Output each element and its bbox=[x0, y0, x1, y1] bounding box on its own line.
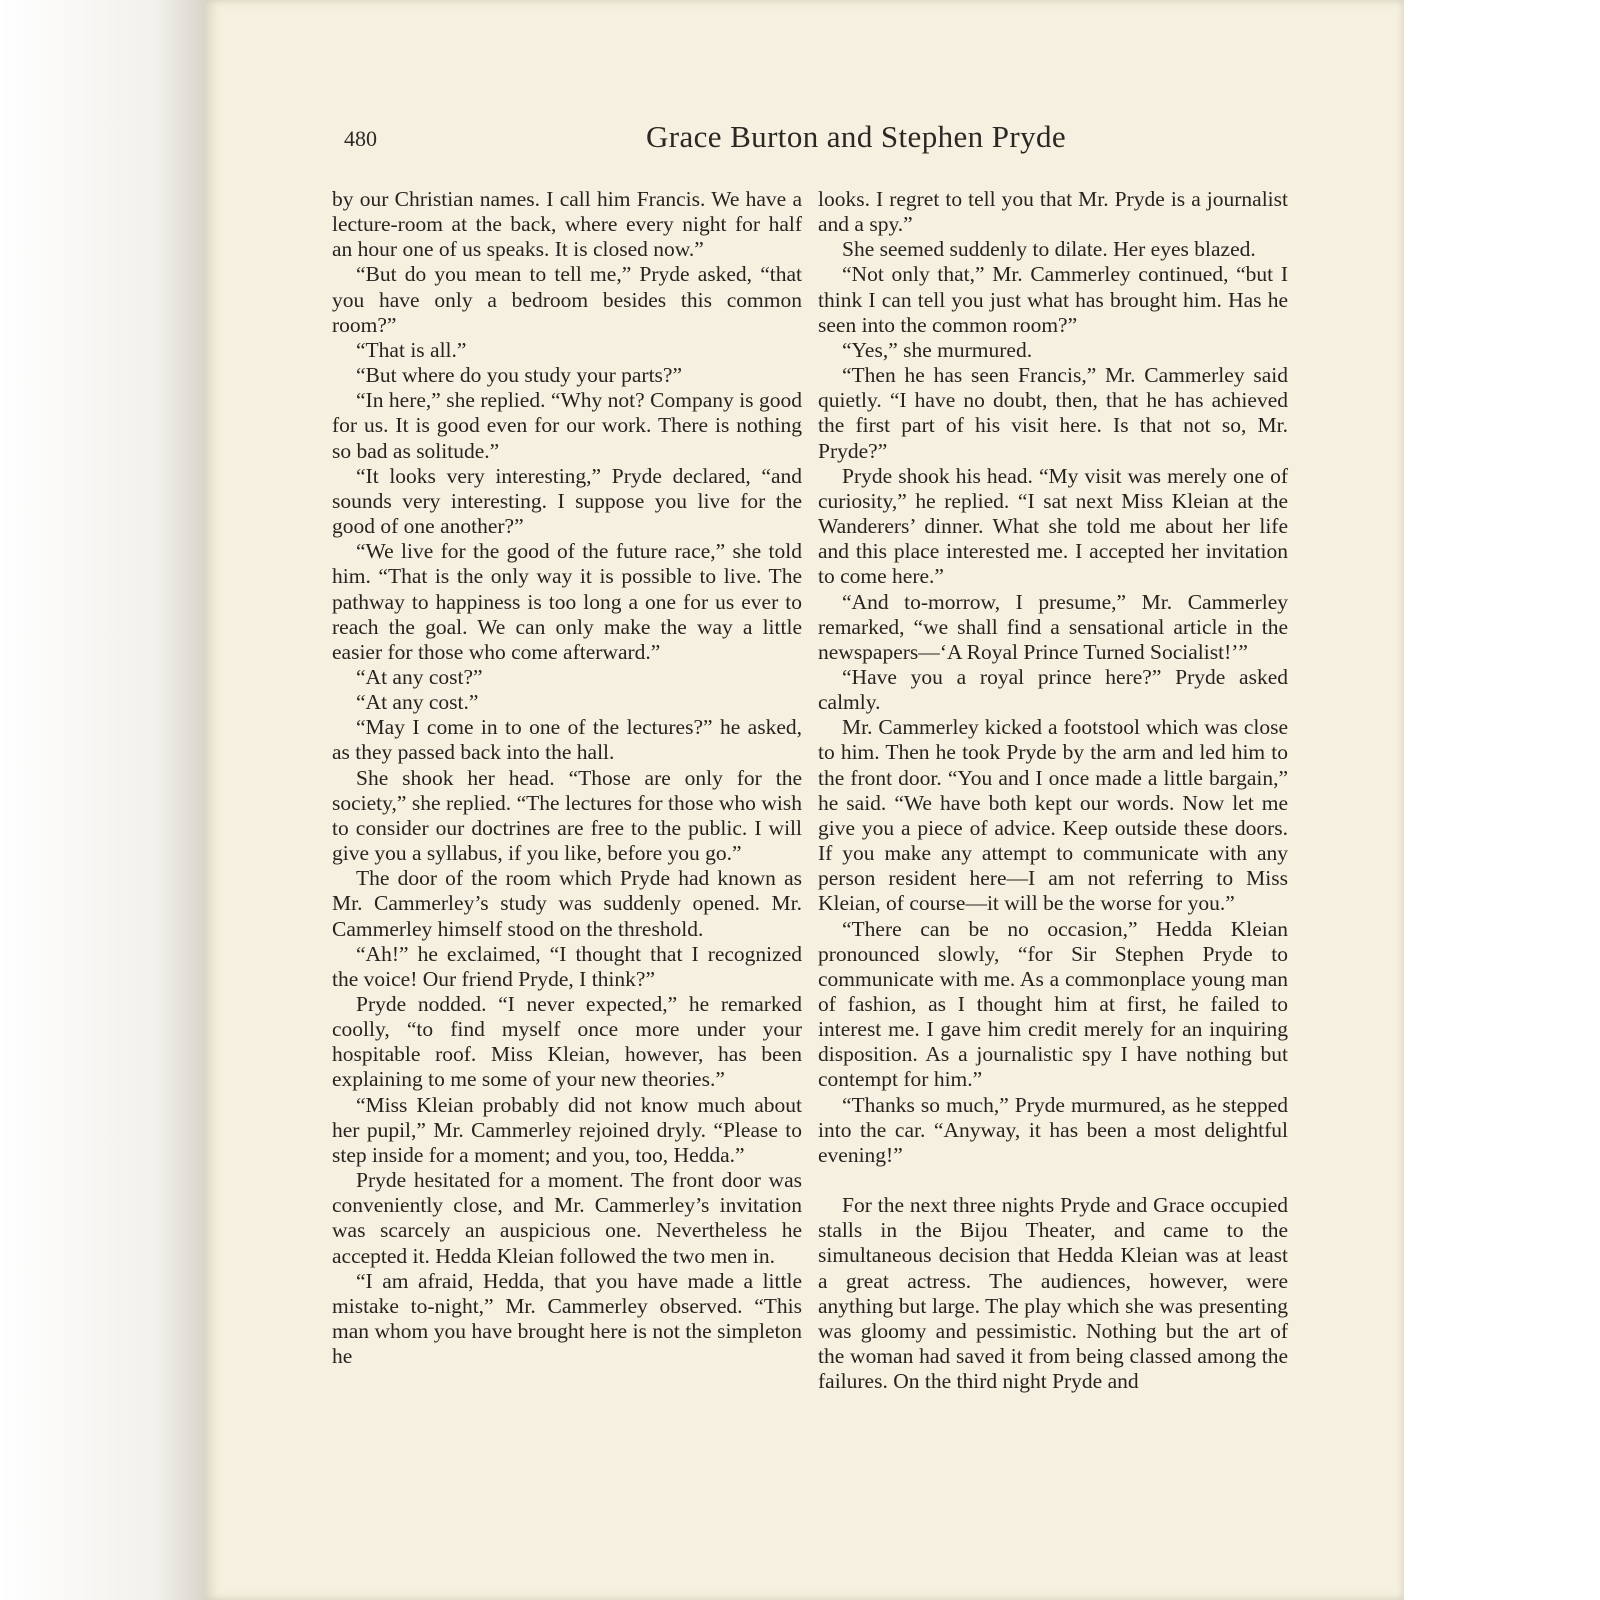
paragraph: “Have you a royal prince here?” Pryde asked calmly. bbox=[818, 664, 1288, 715]
paragraph: “We live for the good of the future race,” she told him. “That is the only way it is possible to live. The pathway to happiness is too long a one for us ever to reach the goal. We can only make the way a little easier for those who come afterward.” bbox=[332, 539, 802, 664]
paragraph: “Miss Kleian probably did not know much about her pupil,” Mr. Cammerley rejoined dryly. “Please to step inside for a moment; and you, too, Hedda.” bbox=[332, 1092, 802, 1167]
section-break bbox=[818, 1168, 1288, 1193]
paragraph: “At any cost?” bbox=[356, 664, 483, 689]
paragraph: “It looks very interesting,” Pryde declared, “and sounds very interesting. I suppose you live for the good of one another?” bbox=[332, 463, 802, 539]
paragraph: “Ah!” he exclaimed, “I thought that I recognized the voice! Our friend Pryde, I think?” bbox=[332, 941, 802, 991]
paragraph: “But where do you study your parts?” bbox=[356, 363, 683, 388]
paragraph: For the next three nights Pryde and Grace occupied stalls in the Bijou Theater, and came to the simultaneous decision that Hedda Kleian was at least a great actress. The audiences, however, were anything but large. The play which she was presenting was gloomy and pessimistic. Nothing but the art of the woman had saved it from being classed among the failures. On the third night Pryde and bbox=[818, 1193, 1288, 1394]
paragraph: looks. I regret to tell you that Mr. Pryde is a journalist and a spy.” bbox=[818, 187, 1288, 237]
paragraph: by our Christian names. I call him Francis. We have a lecture-room at the back, where every night for half an hour one of us speaks. It is closed now.” bbox=[332, 187, 802, 262]
page-number: 480 bbox=[344, 126, 377, 151]
paragraph: “At any cost.” bbox=[356, 690, 479, 715]
paragraph: “Thanks so much,” Pryde murmured, as he stepped into the car. “Anyway, it has been a most delightful evening!” bbox=[818, 1092, 1288, 1167]
right-column bbox=[818, 187, 1288, 1394]
paragraph: “There can be no occasion,” Hedda Kleian pronounced slowly, “for Sir Stephen Pryde to communicate with me. As a commonplace young man of fashion, as I thought him at first, he failed to interest me. I gave him credit merely for an inquiring disposition. As a journalistic spy I have nothing but contempt for him.” bbox=[818, 916, 1288, 1092]
paragraph: “And to-morrow, I presume,” Mr. Cammerley remarked, “we shall find a sensational article in the newspapers—‘A Royal Prince Turned Socialist!’” bbox=[818, 589, 1288, 664]
running-title: Grace Burton and Stephen Pryde bbox=[645, 119, 1067, 154]
paragraph: Pryde nodded. “I never expected,” he remarked coolly, “to find myself once more under your hospitable roof. Miss Kleian, however, has been explaining to me some of your new theories.” bbox=[332, 992, 802, 1092]
left-column bbox=[332, 187, 802, 1369]
paragraph: “Not only that,” Mr. Cammerley continued, “but I think I can tell you just what has brought him. Has he seen into the common room?” bbox=[818, 262, 1288, 337]
paragraph: Pryde shook his head. “My visit was merely one of curiosity,” he replied. “I sat next Miss Kleian at the Wanderers’ dinner. What she told me about her life and this place interested me. I accepted her invitation to come here.” bbox=[818, 463, 1288, 589]
paragraph: The door of the room which Pryde had known as Mr. Cammerley’s study was suddenly opened. Mr. Cammerley himself stood on the threshold. bbox=[332, 866, 802, 941]
paragraph: “That is all.” bbox=[356, 337, 467, 362]
paragraph: “Yes,” she murmured. bbox=[842, 337, 1033, 362]
paragraph: Mr. Cammerley kicked a footstool which was close to him. Then he took Pryde by the arm and led him to the front door. “You and I once made a little bargain,” he said. “We have both kept our words. Now let me give you a piece of advice. Keep outside these doors. If you make any attempt to communicate with any person resident here—I am not referring to Miss Kleian, of course—it will be the worse for you.” bbox=[818, 715, 1288, 916]
paragraph: “I am afraid, Hedda, that you have made a little mistake to-night,” Mr. Cammerley observed. “This man whom you have brought here is not the simpleton he bbox=[332, 1268, 802, 1369]
paragraph: “Then he has seen Francis,” Mr. Cammerley said quietly. “I have no doubt, then, that he has achieved the first part of his visit here. Is that not so, Mr. Pryde?” bbox=[818, 363, 1288, 463]
paragraph: “May I come in to one of the lectures?” he asked, as they passed back into the hall. bbox=[332, 715, 802, 765]
scan-background bbox=[0, 0, 206, 1600]
paragraph: She seemed suddenly to dilate. Her eyes blazed. bbox=[842, 237, 1256, 262]
paragraph: Pryde hesitated for a moment. The front door was conveniently close, and Mr. Cammerley’s invitation was scarcely an auspicious one. Nevertheless he accepted it. Hedda Kleian followed the two men in. bbox=[332, 1168, 802, 1268]
paragraph: “In here,” she replied. “Why not? Company is good for us. It is good even for our work. There is nothing so bad as solitude.” bbox=[332, 388, 802, 463]
book-page bbox=[206, 0, 1404, 1600]
paragraph: “But do you mean to tell me,” Pryde asked, “that you have only a bedroom besides this common room?” bbox=[332, 262, 802, 337]
paragraph: She shook her head. “Those are only for the society,” she replied. “The lectures for those who wish to consider our doctrines are free to the public. I will give you a syllabus, if you like, before you go.” bbox=[332, 765, 802, 866]
